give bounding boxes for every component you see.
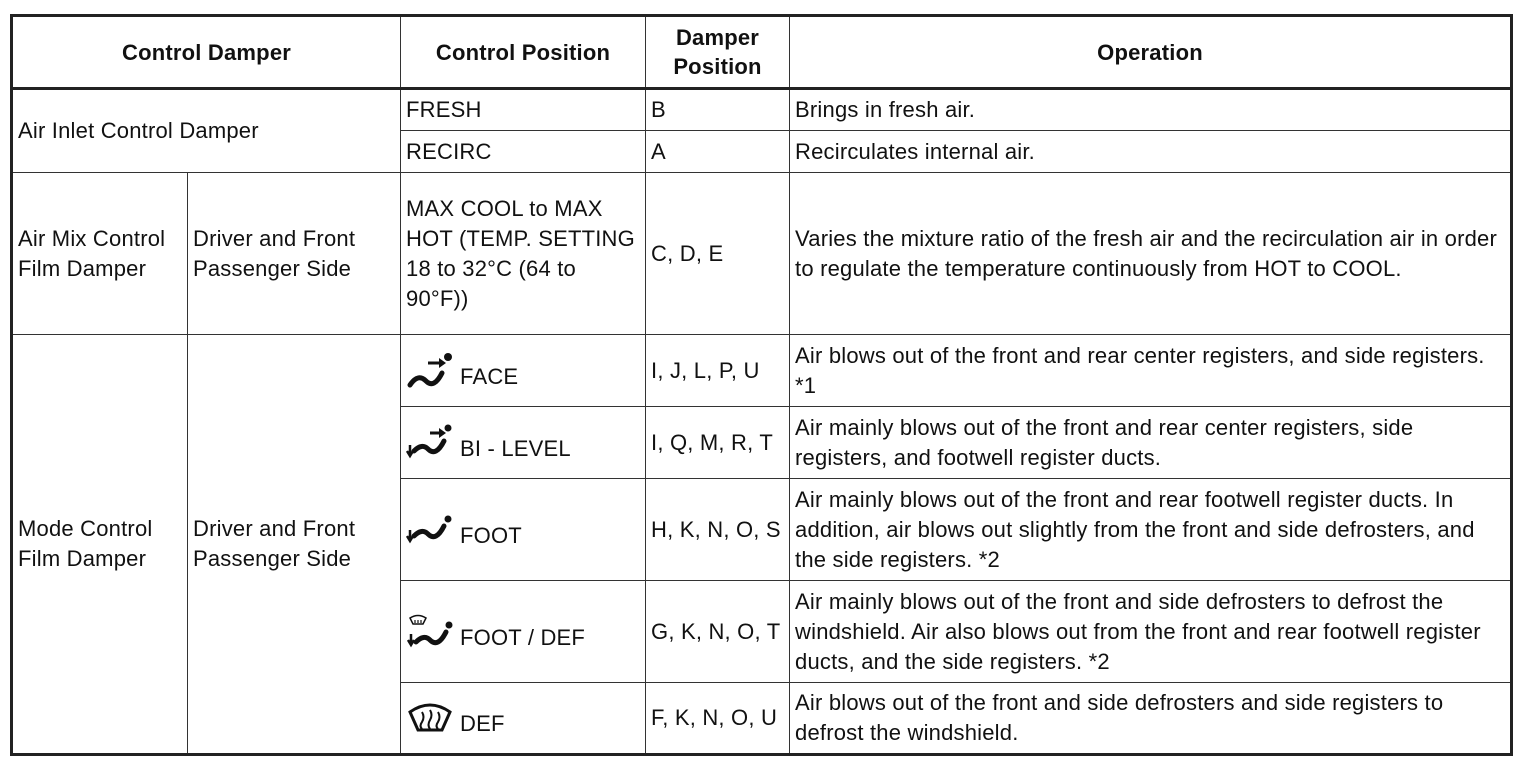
defrost-icon	[406, 698, 454, 738]
position-cell: FRESH	[401, 89, 646, 131]
mode-side-cell: Driver and Front Passenger Side	[188, 335, 401, 755]
position-label: FACE	[460, 363, 519, 389]
table-row	[12, 173, 1512, 335]
table-row	[12, 89, 1512, 131]
position-cell	[401, 335, 646, 407]
position-cell	[401, 407, 646, 479]
mode-damper-cell: Mode Control Film Damper	[12, 335, 188, 755]
bi-level-vent-icon	[406, 423, 454, 463]
foot-def-vent-icon	[406, 612, 454, 652]
foot-vent-icon	[406, 510, 454, 550]
damper-operation-table	[10, 14, 1513, 756]
position-cell: MAX COOL to MAX HOT (TEMP. SETTING 18 to 32°C (64 to 90°F))	[401, 173, 646, 335]
operation-cell: Air blows out of the front and rear center registers, and side registers. *1	[790, 335, 1512, 407]
operation-cell: Recirculates internal air.	[790, 131, 1512, 173]
damper-position-cell: I, Q, M, R, T	[646, 407, 790, 479]
air-mix-side-cell: Driver and Front Passenger Side	[188, 173, 401, 335]
damper-position-cell: G, K, N, O, T	[646, 581, 790, 683]
position-cell	[401, 683, 646, 755]
damper-position-cell: C, D, E	[646, 173, 790, 335]
operation-cell: Brings in fresh air.	[790, 89, 1512, 131]
face-vent-icon	[406, 351, 454, 391]
position-cell: RECIRC	[401, 131, 646, 173]
header-control-damper: Control Damper	[12, 16, 401, 89]
air-inlet-damper-cell: Air Inlet Control Damper	[12, 89, 401, 173]
operation-cell: Air mainly blows out of the front and rear center registers, side registers, and footwell register ducts.	[790, 407, 1512, 479]
header-damper-position: Damper Position	[646, 16, 790, 89]
damper-position-cell: I, J, L, P, U	[646, 335, 790, 407]
position-cell	[401, 479, 646, 581]
header-control-position: Control Position	[401, 16, 646, 89]
operation-cell: Air blows out of the front and side defrosters and side registers to defrost the windshield.	[790, 683, 1512, 755]
damper-position-cell: B	[646, 89, 790, 131]
damper-position-cell: H, K, N, O, S	[646, 479, 790, 581]
position-label: FOOT / DEF	[460, 624, 586, 650]
header-row	[12, 16, 1512, 89]
damper-position-cell: A	[646, 131, 790, 173]
position-label: DEF	[460, 711, 505, 736]
operation-cell: Varies the mixture ratio of the fresh air and the recirculation air in order to regulate the temperature continuously from HOT to COOL.	[790, 173, 1512, 335]
operation-cell: Air mainly blows out of the front and rear footwell register ducts. In addition, air blows out slightly from the front and side defrosters, and the side registers. *2	[790, 479, 1512, 581]
table-row	[12, 335, 1512, 407]
air-mix-damper-cell: Air Mix Control Film Damper	[12, 173, 188, 335]
header-operation: Operation	[790, 16, 1512, 89]
position-cell	[401, 581, 646, 683]
operation-cell: Air mainly blows out of the front and side defrosters to defrost the windshield. Air also blows out from the front and rear footwell register ducts, and the side registers. *2	[790, 581, 1512, 683]
position-label: FOOT	[460, 522, 522, 548]
damper-position-cell: F, K, N, O, U	[646, 683, 790, 755]
position-label: BI - LEVEL	[460, 435, 571, 461]
